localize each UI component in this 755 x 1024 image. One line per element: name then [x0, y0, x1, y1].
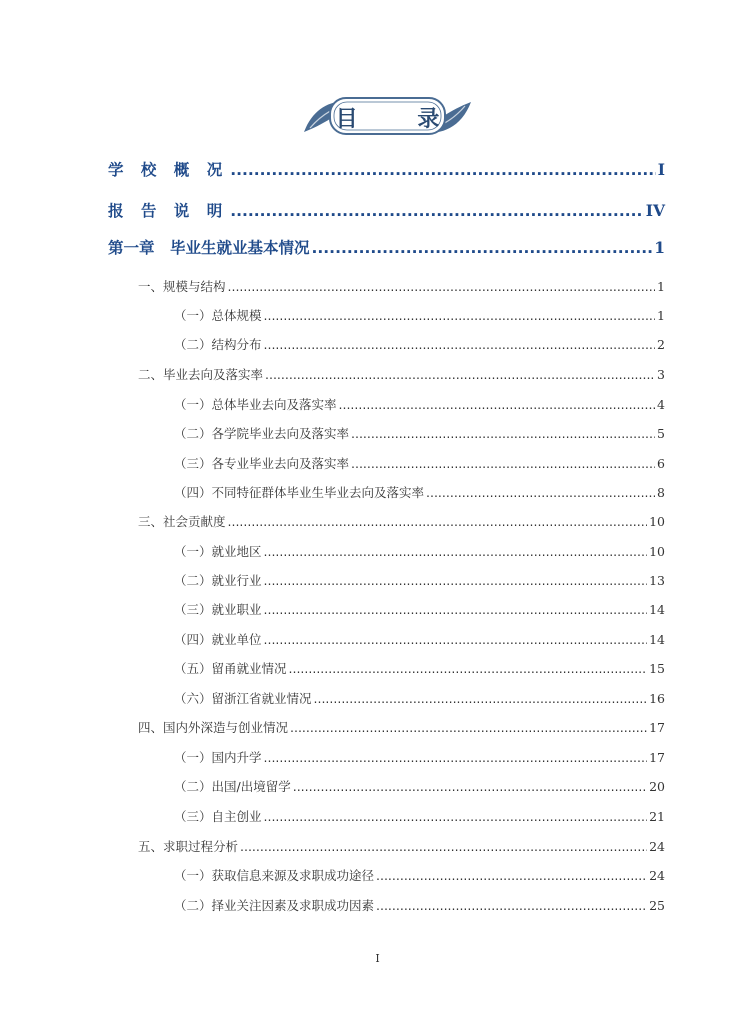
toc-entry[interactable] [174, 807, 665, 825]
toc-entry-page: 10 [649, 544, 665, 559]
toc-entry[interactable] [138, 718, 665, 736]
toc-entry-page: 5 [657, 426, 665, 441]
toc-entry-page: 2 [657, 337, 665, 352]
page-number: I [375, 952, 380, 965]
toc-entry-label: 二、毕业去向及落实率 [138, 367, 264, 382]
toc-entry-label: 报 告 说 明 [108, 202, 229, 220]
toc-entry-page: 20 [649, 779, 665, 794]
toc-entry-page: 10 [649, 514, 665, 529]
toc-entry-page: 3 [657, 367, 665, 382]
dot-leader [230, 161, 656, 179]
dot-leader [426, 485, 655, 500]
toc-entry-label: 学 校 概 况 [108, 161, 229, 179]
dot-leader [230, 202, 644, 220]
toc-entry[interactable] [108, 158, 665, 180]
toc-entry-page: 15 [649, 661, 665, 676]
toc-entry-label: （二）各学院毕业去向及落实率 [174, 426, 350, 441]
dot-leader [264, 809, 648, 824]
toc-entry-page: 4 [657, 397, 665, 412]
toc-entry-page: 24 [649, 868, 665, 883]
toc-entry[interactable] [174, 424, 665, 442]
dot-leader [339, 397, 656, 412]
toc-entry[interactable] [174, 571, 665, 589]
toc-entry[interactable] [174, 600, 665, 618]
toc-entry[interactable] [174, 866, 665, 884]
toc-entry-label: （二）择业关注因素及求职成功因素 [174, 898, 375, 913]
toc-entry-label: 五、求职过程分析 [138, 839, 239, 854]
toc-entry[interactable] [108, 236, 665, 258]
toc-entry-page: 17 [649, 720, 665, 735]
toc-entry-label: （四）就业单位 [174, 632, 262, 647]
toc-entry-page: 8 [657, 485, 665, 500]
dot-leader [351, 456, 655, 471]
dot-leader [290, 720, 647, 735]
toc-entry[interactable] [108, 199, 665, 221]
toc-entry-label: （一）国内升学 [174, 750, 262, 765]
dot-leader [351, 426, 655, 441]
toc-entry-label: （一）总体规模 [174, 308, 262, 323]
dot-leader [376, 868, 647, 883]
toc-entry-page: 14 [649, 602, 665, 617]
toc-entry-page: 13 [649, 573, 665, 588]
toc-entry-label: 三、社会贡献度 [138, 514, 226, 529]
toc-entry[interactable] [174, 542, 665, 560]
toc-entry-label: （二）出国/出境留学 [174, 779, 291, 794]
dot-leader [228, 279, 656, 294]
dot-leader [228, 514, 648, 529]
dot-leader [312, 239, 653, 257]
toc-entry-page: 16 [649, 691, 665, 706]
dot-leader [264, 308, 656, 323]
toc-entry[interactable] [174, 395, 665, 413]
toc-entry-label: （一）获取信息来源及求职成功途径 [174, 868, 375, 883]
toc-entry-label: 四、国内外深造与创业情况 [138, 720, 289, 735]
toc-entry-page: I [657, 160, 665, 179]
toc-entry[interactable] [138, 512, 665, 530]
toc-title-banner [300, 92, 475, 142]
page-title: 目 录 [335, 105, 466, 132]
dot-leader [264, 750, 648, 765]
dot-leader [264, 632, 648, 647]
toc-entry-page: IV [645, 201, 665, 220]
toc-entry-label: （二）结构分布 [174, 337, 262, 352]
toc-entry-page: 1 [657, 279, 665, 294]
dot-leader [264, 602, 648, 617]
dot-leader [264, 544, 648, 559]
toc-entry[interactable] [174, 306, 665, 324]
toc-entry[interactable] [174, 748, 665, 766]
toc-entry-page: 24 [649, 839, 665, 854]
toc-entry-label: （三）自主创业 [174, 809, 262, 824]
toc-entry[interactable] [138, 837, 665, 855]
toc-entry-page: 21 [649, 809, 665, 824]
dot-leader [289, 661, 648, 676]
toc-entry[interactable] [174, 896, 665, 914]
dot-leader [264, 573, 648, 588]
toc-entry-label: （六）留浙江省就业情况 [174, 691, 312, 706]
toc-entry-page: 25 [649, 898, 665, 913]
toc-entry-page: 1 [657, 308, 665, 323]
toc-entry-page: 6 [657, 456, 665, 471]
toc-entry-label: （三）就业职业 [174, 602, 262, 617]
toc-entry-label: （一）总体毕业去向及落实率 [174, 397, 337, 412]
toc-entry-label: （三）各专业毕业去向及落实率 [174, 456, 350, 471]
toc-entry-page: 14 [649, 632, 665, 647]
dot-leader [240, 839, 647, 854]
toc-entry[interactable] [174, 659, 665, 677]
dot-leader [293, 779, 647, 794]
toc-entry[interactable] [174, 630, 665, 648]
dot-leader [264, 337, 656, 352]
toc-entry-label: （二）就业行业 [174, 573, 262, 588]
dot-leader [314, 691, 648, 706]
toc-entry-label: （五）留甬就业情况 [174, 661, 287, 676]
toc-entry[interactable] [174, 777, 665, 795]
dot-leader [265, 367, 655, 382]
toc-entry-label: 第一章 毕业生就业基本情况 [108, 239, 310, 257]
toc-entry-label: （四）不同特征群体毕业生毕业去向及落实率 [174, 485, 425, 500]
toc-entry-page: 1 [654, 238, 665, 257]
toc-entry-label: 一、规模与结构 [138, 279, 226, 294]
toc-entry-label: （一）就业地区 [174, 544, 262, 559]
toc-entry[interactable] [174, 335, 665, 353]
dot-leader [376, 898, 647, 913]
toc-entry[interactable] [174, 454, 665, 472]
toc-entry[interactable] [174, 483, 665, 501]
toc-entry[interactable] [174, 689, 665, 707]
toc-entry-page: 17 [649, 750, 665, 765]
toc-entry[interactable] [138, 277, 665, 295]
toc-entry[interactable] [138, 365, 665, 383]
